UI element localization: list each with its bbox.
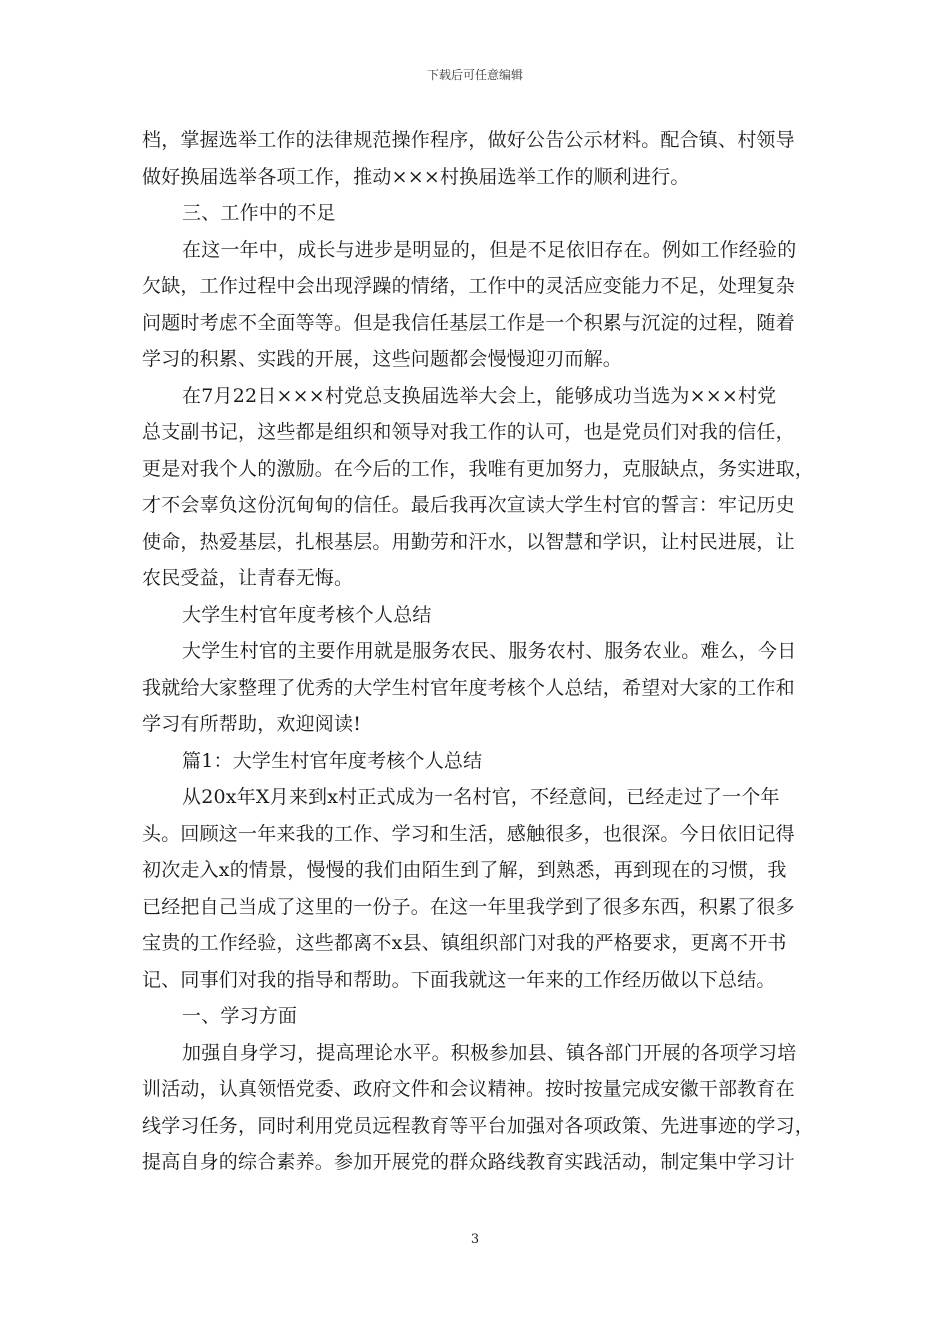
text-line: 初次走入x的情景，慢慢的我们由陌生到了解，到熟悉，再到现在的习惯，我 <box>142 859 787 881</box>
text-line: 使命，热爱基层，扎根基层。用勤劳和汗水，以智慧和学识，让村民进展，让 <box>142 530 795 553</box>
text-line: 加强自身学习，提高理论水平。积极参加县、镇各部门开展的各项学习培 <box>182 1041 797 1064</box>
page-header: 下载后可任意编辑 <box>426 68 523 82</box>
text-line: 在7月22日×××村党总支换届选举大会上，能够成功当选为×××村党 <box>182 384 777 407</box>
text-line: 线学习任务，同时利用党员远程教育等平台加强对各项政策、先进事迹的学习， <box>142 1114 815 1137</box>
text-line: 提高自身的综合素养。参加开展党的群众路线教育实践活动，制定集中学习计 <box>142 1151 795 1173</box>
text-line: 农民受益，让青春无悔。 <box>142 567 354 589</box>
text-line: 宝贵的工作经验，这些都离不x县、镇组织部门对我的严格要求，更离不开书 <box>142 932 787 954</box>
text-line: 在这一年中，成长与进步是明显的，但是不足依旧存在。例如工作经验的 <box>182 238 797 261</box>
text-line: 学习有所帮助，欢迎阅读! <box>142 713 362 735</box>
text-line: 三、工作中的不足 <box>182 202 336 224</box>
document-body <box>142 122 815 1181</box>
text-line: 已经把自己当成了这里的一份子。在这一年里我学到了很多东西，积累了很多 <box>142 895 795 918</box>
text-line: 更是对我个人的激励。在今后的工作，我唯有更加努力，克服缺点，务实进取， <box>142 457 815 480</box>
page-number: 3 <box>470 1232 480 1247</box>
text-line: 才不会辜负这份沉甸甸的信任。最后我再次宣读大学生村官的誓言：牢记历史 <box>142 494 795 516</box>
text-line: 学习的积累、实践的开展，这些问题都会慢慢迎刃而解。 <box>142 348 623 370</box>
text-line: 做好换届选举各项工作，推动×××村换届选举工作的顺利进行。 <box>142 165 690 188</box>
text-line: 记、同事们对我的指导和帮助。下面我就这一年来的工作经历做以下总结。 <box>142 968 776 991</box>
text-line: 我就给大家整理了优秀的大学生村官年度考核个人总结，希望对大家的工作和 <box>142 676 795 699</box>
text-line: 一、学习方面 <box>182 1005 298 1027</box>
text-line: 大学生村官年度考核个人总结 <box>182 603 432 626</box>
text-line: 篇1：大学生村官年度考核个人总结 <box>182 749 483 772</box>
text-line: 头。回顾这一年来我的工作、学习和生活，感触很多，也很深。今日依旧记得 <box>142 822 795 845</box>
text-line: 从20x年X月来到x村正式成为一名村官，不经意间，已经走过了一个年 <box>182 786 780 808</box>
text-line: 欠缺，工作过程中会出现浮躁的情绪，工作中的灵活应变能力不足，处理复杂 <box>142 275 795 297</box>
text-line: 训活动，认真领悟党委、政府文件和会议精神。按时按量完成安徽干部教育在 <box>142 1078 795 1100</box>
text-line: 总支副书记，这些都是组织和领导对我工作的认可，也是党员们对我的信任， <box>142 421 795 443</box>
text-line: 问题时考虑不全面等等。但是我信任基层工作是一个积累与沉淀的过程，随着 <box>142 311 795 334</box>
text-line: 档，掌握选举工作的法律规范操作程序，做好公告公示材料。配合镇、村领导 <box>142 129 795 151</box>
text-line: 大学生村官的主要作用就是服务农民、服务农村、服务农业。难么，今日 <box>182 640 797 662</box>
